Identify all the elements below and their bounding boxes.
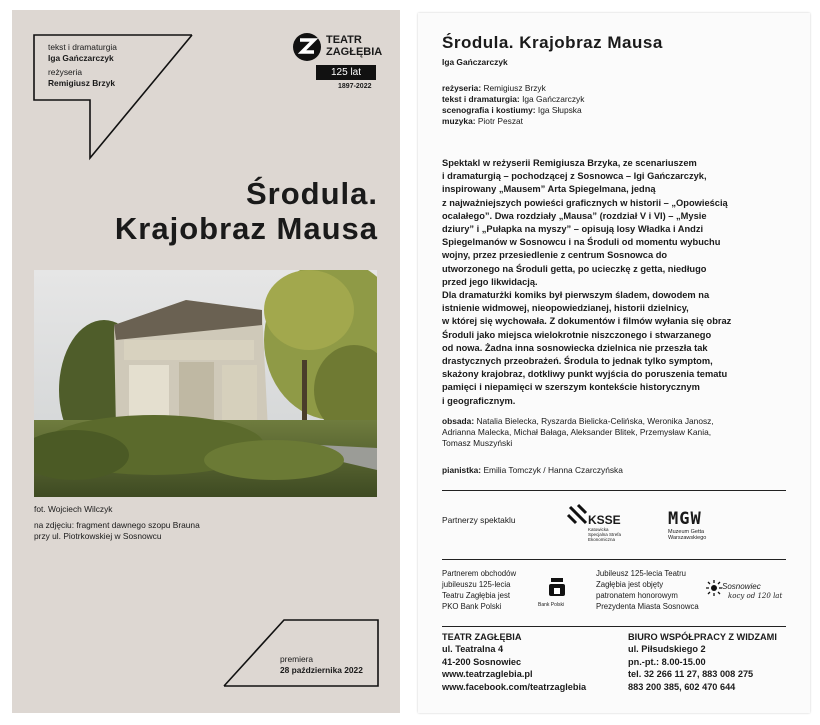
credit-director-role: reżyseria xyxy=(48,67,82,77)
credit-row-music: muzyka: Piotr Peszat xyxy=(442,116,523,126)
sun-icon xyxy=(706,580,722,596)
sosnowiec-name: Sosnowiec xyxy=(722,582,761,591)
mgw-name: MGW xyxy=(668,509,702,529)
theatre-logo xyxy=(292,32,384,102)
anniversary-badge: 125 lat xyxy=(316,65,376,80)
address-name: TEATR ZAGŁĘBIA xyxy=(442,632,522,642)
premiere-date: 28 października 2022 xyxy=(280,665,363,675)
poster-title-line2: Krajobraz Mausa xyxy=(114,211,378,246)
credit-row-direction: reżyseria: Remigiusz Brzyk xyxy=(442,83,546,93)
ksse-icon xyxy=(566,503,590,529)
divider-3 xyxy=(442,626,786,627)
pko-bank-icon xyxy=(548,578,566,598)
poster-title-line1: Środula. xyxy=(245,176,378,211)
address-block xyxy=(442,631,586,693)
back-title: Środula. Krajobraz Mausa xyxy=(442,33,663,52)
cast-label: obsada: xyxy=(442,416,475,426)
sosnowiec-slogan: kocy od 120 lat xyxy=(728,592,783,600)
premiere-info xyxy=(280,654,363,676)
poster-front xyxy=(12,10,400,713)
credit-row-scenography: scenografia i kostiumy: Iga Słupska xyxy=(442,105,582,115)
mgw-logo xyxy=(668,509,748,545)
partner-note: Partnerem obchodów jubileuszu 125-lecia Teatru Zagłębia jest PKO Bank Polski xyxy=(442,569,517,611)
pianist-names: Emilia Tomczyk / Hanna Czarczyńska xyxy=(483,465,623,475)
sosnowiec-logo xyxy=(706,580,796,610)
address-web[interactable]: www.teatrzaglebia.pl xyxy=(442,669,533,680)
cast-line2: Adrianna Malecka, Michał Bałaga, Aleksander Blitek, Przemysław Kania, xyxy=(442,427,712,437)
partners-label: Partnerzy spektaklu xyxy=(442,515,516,525)
pko-logo xyxy=(538,578,578,614)
credit-row-text: tekst i dramaturgia: Iga Gańczarczyk xyxy=(442,94,585,104)
pko-label: Bank Polski xyxy=(538,602,565,608)
office-block xyxy=(628,631,777,693)
ksse-sub: Katowicka Specjalna Strefa Ekonomiczna xyxy=(588,527,622,542)
mgw-sub: Muzeum Getta Warszawskiego xyxy=(668,529,707,541)
credits-box xyxy=(48,42,117,89)
photo-credit: fot. Wojciech Wilczyk xyxy=(34,504,113,514)
office-hours: pn.-pt.: 8.00-15.00 xyxy=(628,656,706,667)
pianist-label: pianistka: xyxy=(442,465,482,475)
ksse-logo xyxy=(566,503,656,543)
photo-caption-line1: na zdjęciu: fragment dawnego szopu Brauna xyxy=(34,520,200,530)
back-author: Iga Gańczarczyk xyxy=(442,57,508,67)
poster-back xyxy=(418,13,810,713)
photo-caption xyxy=(34,520,200,542)
address-facebook[interactable]: www.facebook.com/teatrzaglebia xyxy=(442,681,587,692)
divider-2 xyxy=(442,559,786,560)
cast-line1: Natalia Bielecka, Ryszarda Bielicka-Celińska, Weronika Janosz, xyxy=(476,416,714,426)
theatre-name-1: TEATR xyxy=(326,34,362,46)
credit-written-role: tekst i dramaturgia xyxy=(48,42,117,52)
pianist xyxy=(442,465,623,476)
credit-director-name: Remigiusz Brzyk xyxy=(48,78,116,88)
poster-title xyxy=(115,176,378,246)
poster-photo xyxy=(34,270,377,497)
photo-caption-line2: przy ul. Piotrkowskiej w Sosnowcu xyxy=(34,531,162,541)
address-street: ul. Teatralna 4 xyxy=(442,644,504,655)
theatre-z-icon xyxy=(292,32,322,62)
cast-line3: Tomasz Muszyński xyxy=(442,438,513,448)
cast xyxy=(442,416,714,449)
ksse-name: KSSE xyxy=(588,513,621,527)
anniversary-years: 1897-2022 xyxy=(338,83,372,90)
description: Spektakl w reżyserii Remigiusza Brzyka, ze scenariuszem i dramaturgią – pochodzącej z Sosnowca – Igi Gańczarczyk, inspirowany „Mausem” Arta Spiegelmana, jedną z najważniejszych powieści graficznych w historii – „Opowieścią ocalałego”. Dwa rozdziały „Mausa” (rozdział V i VI) – „Mysie dziury” i „Pułapka na myszy” – opisują losy Władka i Andzi Spiegelmanów w Sosnowcu i na Środuli od momentu wybuchu wojny, przez przesiedlenie z centrum Sosnowca do utworzonego na Środuli getta, po ucieczkę z getta, niedługo przed jego likwidacją. Dla dramaturżki komiks był pierwszym śladem, dowodem na istnienie widmowej, nieopowiedzianej, historii dzielnicy, w której się wychowała. Z dokumentów i filmów wyłania się obraz Środuli jako miejsca wielokrotnie niszczonego i stwarzanego od nowa. Żadna inna sosnowiecka dzielnica nie przeszła tak drastycznych przeobrażeń. Środula to jednak tylko symptom, skażony krajobraz, dotkliwy punkt wyjścia do poruszenia tematu pamięci i niepamięci w szerszym kontekście historycznym i geograficznym. xyxy=(442,158,732,406)
theatre-name-2: ZAGŁĘBIA xyxy=(326,46,383,58)
credits-list xyxy=(442,83,584,127)
address-city: 41-200 Sosnowiec xyxy=(442,656,522,667)
patron-note: Jubileusz 125-lecia Teatru Zagłębia jest objęty patronatem honorowym Prezydenta Miasta Sosnowca xyxy=(596,569,699,611)
office-street: ul. Piłsudskiego 2 xyxy=(628,644,706,655)
office-name: BIURO WSPÓŁPRACY Z WIDZAMI xyxy=(628,632,777,642)
office-phone-1: tel. 32 266 11 27, 883 008 275 xyxy=(628,669,754,680)
divider-1 xyxy=(442,490,786,491)
premiere-label: premiera xyxy=(280,654,314,664)
office-phone-2: 883 200 385, 602 470 644 xyxy=(628,681,736,692)
credit-written-name: Iga Gańczarczyk xyxy=(48,53,114,63)
